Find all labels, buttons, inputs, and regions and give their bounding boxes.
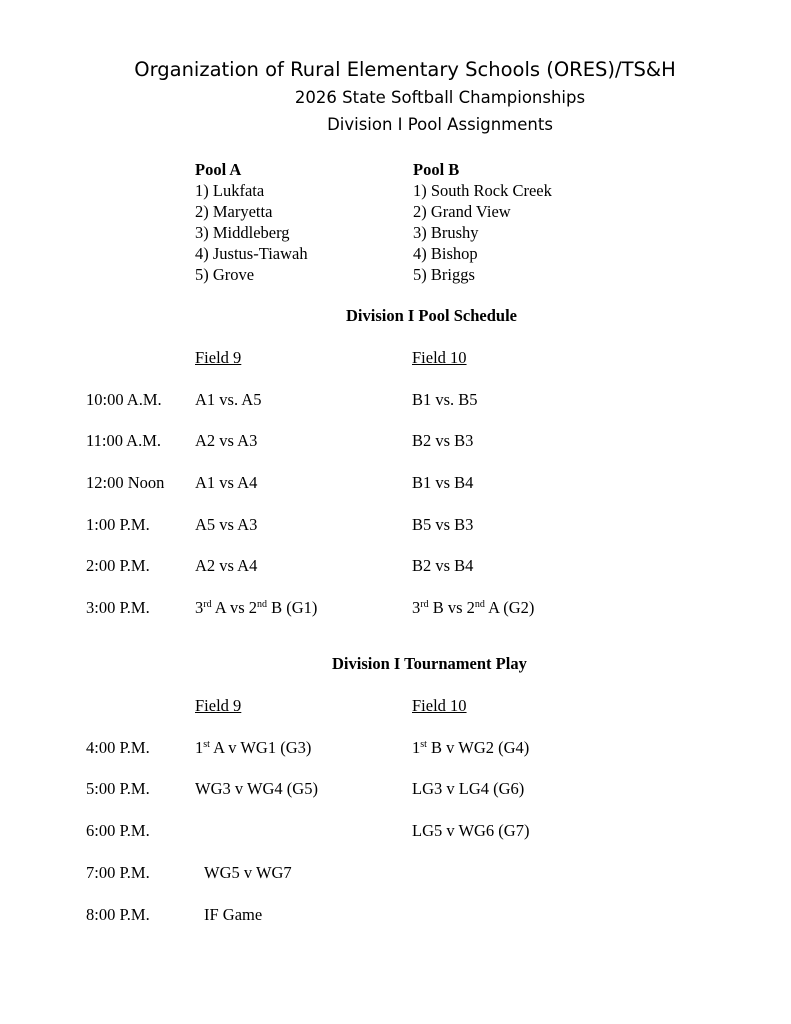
pool-a-team: 2) Maryetta	[195, 202, 273, 221]
schedule-game: A2 vs A3	[195, 431, 258, 450]
tournament-time: 6:00 P.M.	[86, 821, 150, 840]
schedule-time: 11:00 A.M.	[86, 431, 162, 450]
schedule-game: B2 vs B3	[412, 431, 474, 450]
pool-a-team: 3) Middleberg	[195, 223, 290, 242]
header-organization: Organization of Rural Elementary Schools (ORES)/TS&H	[134, 58, 676, 81]
schedule-game: A2 vs A4	[195, 556, 258, 575]
tournament-time: 7:00 P.M.	[86, 863, 150, 882]
pool-b-team: 1) South Rock Creek	[413, 181, 552, 200]
tournament-game: IF Game	[204, 905, 263, 924]
schedule-game: A1 vs A4	[195, 473, 258, 492]
tournament-game-g3: 1st A v WG1 (G3)	[195, 738, 312, 757]
schedule-time: 12:00 Noon	[86, 473, 165, 492]
tournament-title: Division I Tournament Play	[332, 654, 527, 673]
schedule-time: 10:00 A.M.	[86, 390, 162, 409]
pool-b-title: Pool B	[413, 160, 460, 179]
schedule-game-g1: 3rd A vs 2nd B (G1)	[195, 598, 318, 617]
tournament-field-10: Field 10	[412, 696, 467, 715]
pool-schedule-title: Division I Pool Schedule	[346, 306, 517, 325]
pool-schedule-field-10: Field 10	[412, 348, 467, 367]
header-championship: 2026 State Softball Championships	[294, 88, 586, 107]
schedule-game: A5 vs A3	[195, 515, 258, 534]
schedule-game: B2 vs B4	[412, 556, 474, 575]
tournament-game-g4: 1st B v WG2 (G4)	[412, 738, 530, 757]
schedule-time: 1:00 P.M.	[86, 515, 150, 534]
pool-b-team: 4) Bishop	[413, 244, 478, 263]
schedule-game: A1 vs. A5	[195, 390, 262, 409]
pool-b-team: 2) Grand View	[413, 202, 511, 221]
tournament-time: 4:00 P.M.	[86, 738, 150, 757]
tournament-time: 8:00 P.M.	[86, 905, 150, 924]
pool-a-team: 1) Lukfata	[195, 181, 265, 200]
pool-b-team: 3) Brushy	[413, 223, 479, 242]
pool-a-team: 5) Grove	[195, 265, 255, 284]
pool-b-team: 5) Briggs	[413, 265, 475, 284]
tournament-game: WG3 v WG4 (G5)	[195, 779, 318, 798]
schedule-time: 2:00 P.M.	[86, 556, 150, 575]
tournament-game: WG5 v WG7	[204, 863, 292, 882]
pool-a-team: 4) Justus-Tiawah	[195, 244, 308, 263]
pool-a-title: Pool A	[195, 160, 242, 179]
tournament-game: LG3 v LG4 (G6)	[412, 779, 525, 798]
schedule-game: B5 vs B3	[412, 515, 474, 534]
tournament-game: LG5 v WG6 (G7)	[412, 821, 530, 840]
schedule-game-g2: 3rd B vs 2nd A (G2)	[412, 598, 535, 617]
schedule-time: 3:00 P.M.	[86, 598, 150, 617]
schedule-game: B1 vs B4	[412, 473, 474, 492]
tournament-time: 5:00 P.M.	[86, 779, 150, 798]
header-pool-assignments: Division I Pool Assignments	[327, 115, 553, 134]
pool-schedule-field-9: Field 9	[195, 348, 242, 367]
schedule-game: B1 vs. B5	[412, 390, 478, 409]
tournament-field-9: Field 9	[195, 696, 242, 715]
